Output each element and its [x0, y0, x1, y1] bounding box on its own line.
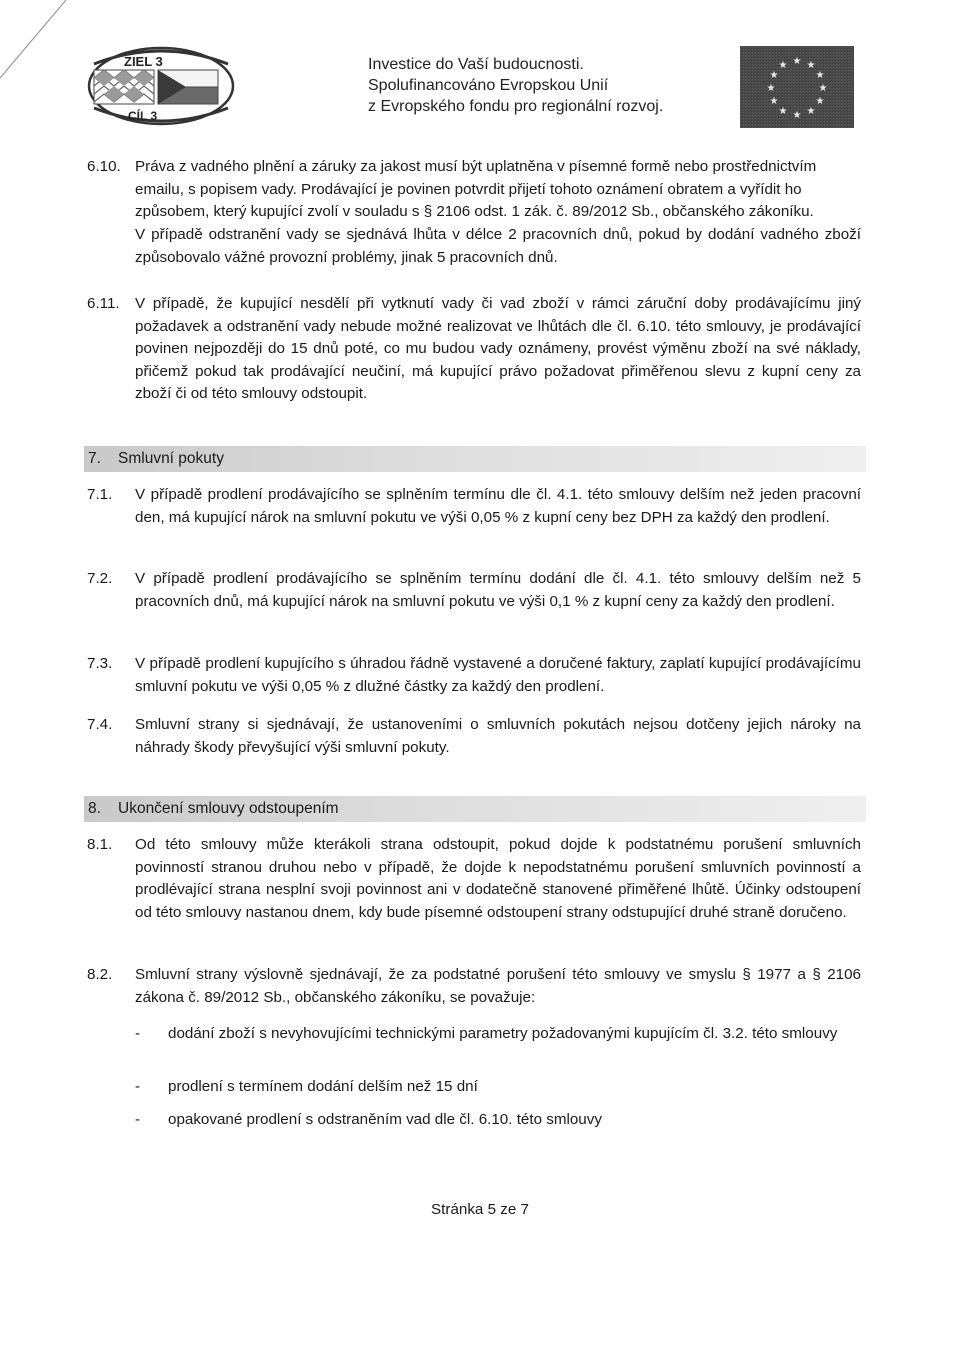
- header-funding-text: [368, 54, 663, 117]
- svg-text:★: ★: [778, 106, 788, 117]
- eu-flag-icon: [740, 46, 854, 128]
- list-item: dodání zboží s nevyhovujícími technickými parametry požadovanými kupujícím čl. 3.2. této smlouvy: [168, 1025, 838, 1042]
- header-line-2: Spolufinancováno Evropskou Unií: [368, 77, 609, 94]
- clause-6-11-text: V případě, že kupující nesdělí při vytknutí vady či vad zboží v rámci záruční doby prodávajícímu jiný požadavek a odstranění vady nebude možné realizovat ve lhůtách dle čl. 6.10. této smlouvy, je prodávající povinen nejpozději do 15 dnů poté, co mu budou vady oznámeny, provést výměnu zboží na své náklady, přičemž pokud tak prodávající neučiní, má kupující právo požadovat přiměřenou slevu z kupní ceny za zboží či od této smlouvy odstoupit.: [135, 295, 861, 402]
- header-line-1: Investice do Vaší budoucnosti.: [368, 56, 584, 73]
- svg-text:★: ★: [815, 96, 825, 107]
- clause-line: způsobem, který kupující zvolí v souladu s § 2106 odst. 1 zák. č. 89/2012 Sb., občanského zákoníku.: [135, 203, 814, 220]
- list-bullet: -: [135, 1078, 141, 1095]
- section-number: 7.: [88, 450, 101, 467]
- list-bullet: -: [135, 1111, 141, 1128]
- clause-6-10-text: [135, 156, 875, 224]
- svg-text:★: ★: [792, 110, 802, 121]
- section-title: Smluvní pokuty: [118, 450, 224, 467]
- clause-7-3-text: V případě prodlení kupujícího s úhradou řádně vystavené a doručené faktury, zaplatí kupující prodávajícímu smluvní pokutu ve výši 0,05 % z dlužné částky za každý den prodlení.: [135, 655, 861, 695]
- clause-number: 7.4.: [87, 716, 113, 733]
- clause-7-4-text: Smluvní strany si sjednávají, že ustanoveními o smluvních pokutách nejsou dotčeny jejich nároky na náhrady škody převyšující výši smluvní pokuty.: [135, 716, 861, 756]
- clause-number: 6.11.: [87, 295, 120, 312]
- clause-number: 7.2.: [87, 570, 113, 587]
- svg-text:★: ★: [766, 83, 776, 94]
- clause-7-1-text: V případě prodlení prodávajícího se splněním termínu dle čl. 4.1. této smlouvy delším než jeden pracovní den, má kupující nárok na smluvní pokutu ve výši 0,05 % z kupní ceny bez DPH za každý den prodlení.: [135, 486, 861, 526]
- ziel3-cil3-logo-icon: [86, 44, 236, 128]
- list-item: opakované prodlení s odstraněním vad dle čl. 6.10. této smlouvy: [168, 1111, 602, 1128]
- clause-line: Práva z vadného plnění a záruky za jakost musí být uplatněna v písemné formě nebo prostřednictvím: [135, 158, 817, 175]
- clause-number: 8.2.: [87, 966, 113, 983]
- svg-text:★: ★: [769, 96, 779, 107]
- bavaria-flag-icon: [94, 70, 154, 104]
- svg-text:★: ★: [792, 56, 802, 67]
- header-line-3: z Evropského fondu pro regionální rozvoj.: [368, 98, 664, 115]
- clause-number: 8.1.: [87, 836, 113, 853]
- clause-8-1-text: Od této smlouvy může kterákoli strana odstoupit, pokud dojde k podstatnému porušení smluvních povinností stranou druhou nebo v případě, že dojde k nepodstatnému porušení smluvních povinností a prodlévající strana nesplní svoji povinnost ani v dodatečně stanovené přiměřené lhůtě. Účinky odstoupení od této smlouvy nastanou dnem, kdy bude písemné odstoupení strany odstupující druhé straně doručeno.: [135, 836, 861, 921]
- list-item: prodlení s termínem dodání delším než 15 dní: [168, 1078, 478, 1095]
- svg-text:★: ★: [806, 60, 816, 71]
- clause-number: 7.1.: [87, 486, 113, 503]
- section-header-8: [84, 796, 866, 822]
- page-number-footer: Stránka 5 ze 7: [431, 1201, 529, 1218]
- section-header-7: [84, 446, 866, 472]
- clause-8-2-text: Smluvní strany výslovně sjednávají, že za podstatné porušení této smlouvy ve smyslu § 1977 a § 2106 zákona č. 89/2012 Sb., občanského zákoníku, se považuje:: [135, 966, 861, 1006]
- clause-line: emailu, s popisem vady. Prodávající je povinen potvrdit přijetí tohoto oznámení obratem a vyřídit ho: [135, 180, 802, 198]
- logo-top-label: ZIEL 3: [124, 54, 163, 69]
- clause-number: 6.10.: [87, 158, 121, 175]
- list-bullet: -: [135, 1025, 141, 1042]
- svg-text:★: ★: [815, 70, 825, 81]
- section-title: Ukončení smlouvy odstoupením: [118, 800, 339, 817]
- svg-text:★: ★: [778, 60, 788, 71]
- scan-edge-line: [0, 0, 80, 80]
- clause-7-2-text: V případě prodlení prodávajícího se splněním termínu dodání dle čl. 4.1. této smlouvy delším než 5 pracovních dnů, má kupující nárok na smluvní pokutu ve výši 0,1 % z kupní ceny za každý den prodlení.: [135, 570, 861, 610]
- logo-bottom-label: CÍL 3: [128, 109, 158, 123]
- clause-number: 7.3.: [87, 655, 113, 672]
- svg-text:★: ★: [818, 83, 828, 94]
- section-number: 8.: [88, 800, 101, 817]
- czech-flag-icon: [158, 70, 218, 104]
- svg-text:★: ★: [806, 106, 816, 117]
- svg-text:★: ★: [769, 70, 779, 81]
- clause-6-10-text-2: V případě odstranění vady se sjednává lhůta v délce 2 pracovních dnů, pokud by dodání vadného zboží způsobovalo vážné provozní problémy, jinak 5 pracovních dnů.: [135, 226, 861, 266]
